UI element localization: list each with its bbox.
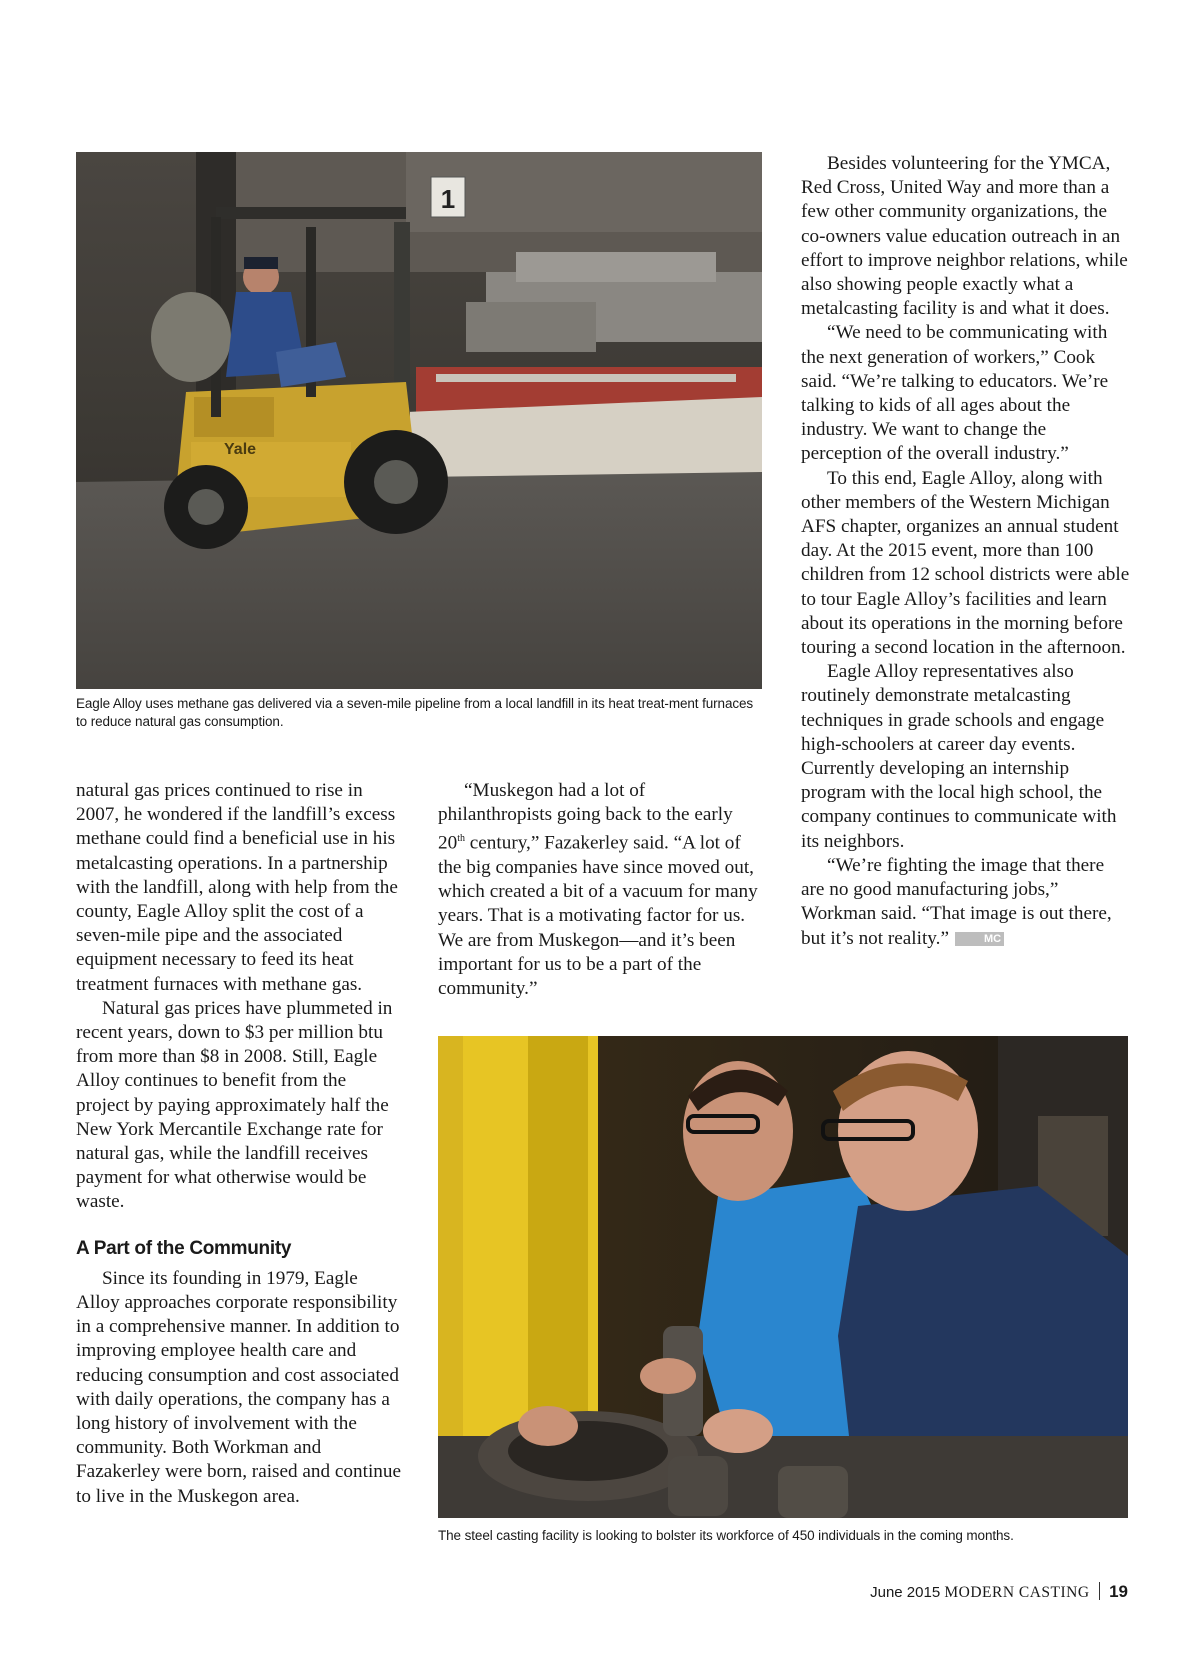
workers-photo	[438, 1036, 1128, 1518]
superscript-th: th	[457, 833, 465, 845]
section-subhead: A Part of the Community	[76, 1237, 292, 1259]
forklift-photo-caption: Eagle Alloy uses methane gas delivered via a seven-mile pipeline from a local landfill in its heat treat-ment furnaces to reduce natural gas consumption.	[76, 696, 754, 729]
col3-paragraph-5	[801, 854, 1131, 951]
col2-text-a: “Muskegon had a lot of philanthropists going back to the early 20	[438, 780, 733, 854]
issue-date: June 2015	[870, 1584, 941, 1601]
col1-paragraph-2: Natural gas prices have plummeted in recent years, down to $3 per million btu from more than $8 in 2008. Still, Eagle Alloy continues to benefit from the project by paying approximately half the New York Mercantile Exchange rate for natural gas, while the landfill receives payment for what otherwise would be waste.	[76, 997, 393, 1213]
sign-number: 1	[440, 184, 456, 214]
workers-photo-caption: The steel casting facility is looking to bolster its workforce of 450 individuals in the coming months.	[438, 1528, 1014, 1543]
col3-paragraph-1: Besides volunteering for the YMCA, Red Cross, United Way and more than a few other community organizations, the co-owners value education outreach in an effort to improve neighbor relations, while also showing people exactly what a metalcasting facility is and what it does.	[801, 153, 1128, 320]
end-mark-mc: MC	[955, 932, 1004, 946]
forklift-label: Yale	[224, 441, 257, 458]
col3-text-5: “We’re fighting the image that there are no good manufacturing jobs,” Workman said. “That image is out there, but it’s not reality.”	[801, 854, 1112, 949]
forklift-photo	[76, 152, 762, 689]
col3-paragraph-4: Eagle Alloy representatives also routinely demonstrate metalcasting techniques in grade schools and engage high-schoolers at career day events. Currently developing an internship program with the local high school, the company continues to communicate with its neighbors.	[801, 661, 1117, 852]
col1-paragraph-3: Since its founding in 1979, Eagle Alloy approaches corporate responsibility in a comprehensive manner. In addition to improving employee health care and reducing consumption and cost associated with daily operations, the company has a long history of involvement with the community. Both Workman and Fazakerley were born, raised and continue to live in the Muskegon area.	[76, 1267, 401, 1507]
column-1	[76, 779, 402, 1509]
page-footer	[870, 1582, 1128, 1602]
col3-paragraph-2: “We need to be communicating with the next generation of workers,” Cook said. “We’re talking to educators. We’re talking to kids of all ages about the industry. We want to change the perception of the overall industry.”	[801, 322, 1109, 465]
page-number: 19	[1109, 1582, 1128, 1601]
col3-paragraph-3: To this end, Eagle Alloy, along with other members of the Western Michigan AFS chapter, organizes an annual student day. At the 2015 event, more than 100 children from 12 school districts were able to tour Eagle Alloy’s facilities and learn about its operations in the morning before touring a second location in the afternoon.	[801, 467, 1130, 659]
column-2	[438, 779, 760, 1001]
column-3	[801, 152, 1131, 951]
col1-paragraph-1: natural gas prices continued to rise in 2007, he wondered if the landfill’s excess methane could find a beneficial use in his metalcasting operations. In a partnership with the landfill, along with help from the county, Eagle Alloy split the cost of a seven-mile pipe and the associated equipment necessary to feed its heat treatment furnaces with methane gas.	[76, 780, 398, 995]
col2-paragraph-1	[438, 779, 760, 1001]
footer-divider	[1099, 1582, 1101, 1600]
col2-text-b: century,” Fazakerley said. “A lot of the big companies have since moved out, which created a bit of a vacuum for many years. That is a motivating factor for us. We are from Muskegon—and it’s been important for us to be a part of the community.”	[438, 832, 758, 1000]
magazine-name: MODERN CASTING	[944, 1584, 1090, 1601]
